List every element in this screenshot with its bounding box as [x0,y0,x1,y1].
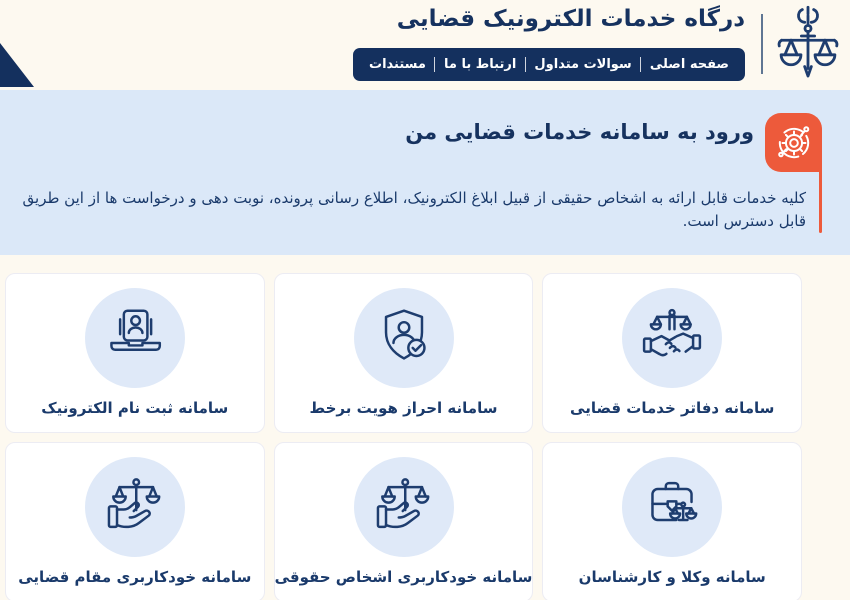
nav-separator [434,57,435,72]
service-card-judicial-offices[interactable] [542,273,802,433]
banner-title: ورود به سامانه خدمات قضایی من [405,120,754,144]
laptop-user-icon [85,288,185,388]
service-card-label: سامانه خودکاربری اشخاص حقوقی [274,568,533,586]
service-card-online-identity[interactable] [274,273,534,433]
briefcase-scales-icon [622,457,722,557]
badge-tail-line [819,172,822,233]
gear-circuit-icon [765,113,822,172]
shield-user-check-icon [354,288,454,388]
service-card-label: سامانه ثبت نام الکترونیک [41,399,229,417]
service-card-e-registration[interactable] [5,273,265,433]
nav-separator [525,57,526,72]
hand-scales-icon [354,457,454,557]
nav-separator [640,57,641,72]
banner-description: کلیه خدمات قابل ارائه به اشخاص حقیقی از قبیل ابلاغ الکترونیک، اطلاع رسانی پرونده، نوبت دهی و درخواست ها از این طریق قابل دسترس است. [22,189,806,231]
nav-item-faq[interactable]: سوالات متداول [534,57,632,72]
hand-scales-icon [85,457,185,557]
service-card-label: سامانه دفاتر خدمات قضایی [570,399,775,417]
corner-triangle-decoration [0,43,34,87]
service-card-label: سامانه وکلا و کارشناسان [578,568,766,586]
service-card-label: سامانه خودکاربری مقام قضایی [18,568,252,586]
services-grid [5,273,802,600]
handshake-scales-icon [622,288,722,388]
nav-item-contact[interactable]: ارتباط با ما [444,57,517,72]
service-card-lawyers-experts[interactable] [542,442,802,600]
service-card-label: سامانه احراز هویت برخط [309,399,498,417]
judiciary-scales-emblem-icon [775,4,841,84]
service-card-judicial-authority[interactable] [5,442,265,600]
header [0,0,850,90]
nav-item-docs[interactable]: مستندات [369,57,426,72]
service-card-legal-entities[interactable] [274,442,534,600]
site-title: درگاه خدمات الکترونیک قضایی [396,6,745,32]
brand-divider [761,14,763,74]
main-nav [353,48,745,81]
login-banner [0,90,850,255]
nav-item-home[interactable]: صفحه اصلی [649,57,729,72]
